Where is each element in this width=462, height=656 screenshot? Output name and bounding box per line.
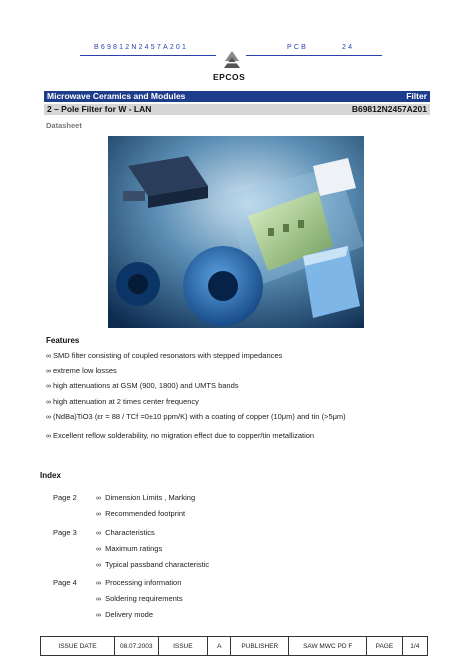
footer-issue-date-label: ISSUE DATE — [41, 637, 115, 656]
bullet-icon: ∞ — [46, 353, 51, 360]
footer-page-label: PAGE — [367, 637, 402, 656]
features-title: Features — [46, 336, 80, 345]
product-code: B69812N2457A201 — [351, 104, 427, 114]
index-item: ∞ Processing information — [96, 578, 182, 587]
category-right: Filter — [406, 91, 427, 101]
header-underline-right — [246, 55, 382, 56]
bullet-icon: ∞ — [96, 546, 101, 553]
index-item: ∞ Dimension Limits , Marking — [96, 493, 196, 502]
pcb-number: 24 — [342, 44, 355, 51]
index-page: Page 4 — [53, 578, 77, 587]
product-photo — [108, 136, 364, 328]
bullet-icon: ∞ — [96, 612, 101, 619]
footer-issue: A — [208, 637, 231, 656]
index-page: Page 2 — [53, 493, 77, 502]
bullet-icon: ∞ — [46, 368, 51, 375]
bullet-icon: ∞ — [46, 383, 51, 390]
logo-text: EPCOS — [213, 72, 246, 82]
category-left: Microwave Ceramics and Modules — [47, 91, 186, 101]
bullet-icon: ∞ — [46, 399, 51, 406]
footer-publisher-label: PUBLISHER — [231, 637, 289, 656]
feature-item: ∞ Excellent reflow solderability, no migration effect due to copper/tin metallization — [46, 431, 315, 440]
index-item: ∞ Recommended footprint — [96, 509, 186, 518]
epcos-logo-icon — [222, 50, 242, 70]
footer-table — [40, 636, 428, 656]
index-item: ∞ Characteristics — [96, 528, 155, 537]
index-title: Index — [40, 471, 61, 480]
document-code: B69812N2457A201 — [94, 44, 189, 51]
bullet-icon: ∞ — [96, 511, 101, 518]
feature-item: ∞ (NdBa)TiO3 (εr = 88 / TCf =0±10 ppm/K) with a coating of copper (10μm) and tin (>5μm) — [46, 412, 346, 421]
footer-publisher: SAW MWC PD F — [289, 637, 367, 656]
pcb-label: PCB — [287, 44, 308, 51]
bullet-icon: ∞ — [96, 596, 101, 603]
bullet-icon: ∞ — [46, 433, 51, 440]
index-item: ∞ Typical passband characteristic — [96, 560, 210, 569]
category-bar — [44, 91, 430, 102]
bullet-icon: ∞ — [96, 580, 101, 587]
datasheet-label: Datasheet — [46, 121, 82, 130]
footer-issue-date: 08.07.2003 — [114, 637, 158, 656]
header-underline-left — [80, 55, 216, 56]
index-item: ∞ Soldering requirements — [96, 594, 183, 603]
index-item: ∞ Delivery mode — [96, 610, 154, 619]
index-item: ∞ Maximum ratings — [96, 544, 163, 553]
bullet-icon: ∞ — [96, 530, 101, 537]
feature-item: ∞ high attenuations at GSM (900, 1800) and UMTS bands — [46, 381, 239, 390]
product-name: 2 – Pole Filter for W - LAN — [47, 104, 152, 114]
bullet-icon: ∞ — [96, 562, 101, 569]
bullet-icon: ∞ — [46, 414, 51, 421]
feature-item: ∞ extreme low losses — [46, 366, 117, 375]
index-page: Page 3 — [53, 528, 77, 537]
product-bar — [44, 104, 430, 115]
feature-item: ∞ SMD filter consisting of coupled resonators with stepped impedances — [46, 351, 283, 360]
bullet-icon: ∞ — [96, 495, 101, 502]
footer-page: 1/4 — [402, 637, 427, 656]
feature-item: ∞ high attenuation at 2 times center frequency — [46, 397, 199, 406]
footer-issue-label: ISSUE — [158, 637, 208, 656]
